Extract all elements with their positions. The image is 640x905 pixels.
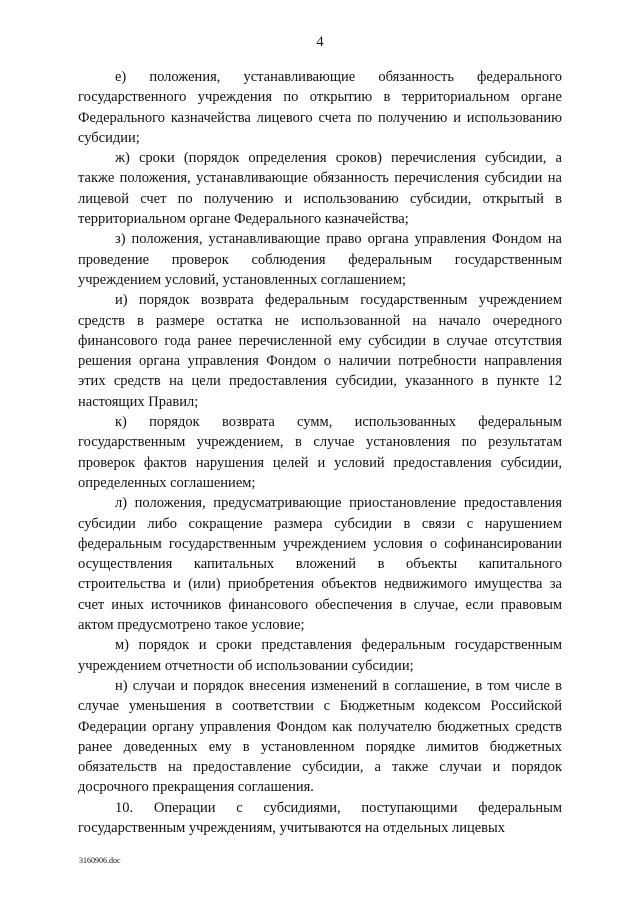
footer-filename: 3160906.doc [79, 856, 121, 865]
paragraph-z: з) положения, устанавливающие право органа управления Фондом на проведение проверок соблюдения федеральным государственным учреждением условий, установленных соглашением; [78, 231, 562, 288]
paragraph-10: 10. Операции с субсидиями, поступающими федеральным государственным учреждениям, учитываются на отдельных лицевых [78, 799, 562, 836]
paragraph-m: м) порядок и сроки представления федеральным государственным учреждением отчетности об использовании субсидии; [78, 637, 562, 674]
document-body [78, 67, 562, 838]
paragraph-k: к) порядок возврата сумм, использованных федеральным государственным учреждением, в случае установления по результатам проверок фактов нарушения целей и условий предоставления субсидии, определенных соглашением; [78, 414, 562, 491]
page-number: 4 [316, 34, 324, 50]
paragraph-l: л) положения, предусматривающие приостановление предоставления субсидии либо сокращение размера субсидии в связи с нарушением федеральным государственным учреждением условия о софинансировании осуществления капитальных вложений в объекты капитального строительства и (или) приобретения объектов недвижимого имущества за счет иных источников финансового обеспечения в случае, если правовым актом предусмотрено такое условие; [78, 495, 562, 634]
paragraph-i: и) порядок возврата федеральным государственным учреждением средств в размере остатка не использованной на начало очередного финансового года ранее перечисленной ему субсидии в случае отсутствия решения органа управления Фондом о наличии потребности направления этих средств на цели предоставления субсидии, указанного в пункте 12 настоящих Правил; [78, 292, 562, 410]
paragraph-zh: ж) сроки (порядок определения сроков) перечисления субсидии, а также положения, устанавливающие обязанность перечисления субсидии на лицевой счет по получению и использованию субсидии, открытый в территориальном органе Федерального казначейства; [78, 150, 562, 228]
paragraph-e: е) положения, устанавливающие обязанность федерального государственного учреждения по открытию в территориальном органе Федерального казначейства лицевого счета по получению и использованию субсидии; [78, 69, 562, 146]
paragraph-n: н) случаи и порядок внесения изменений в соглашение, в том числе в случае уменьшения в соответствии с Бюджетным кодексом Российской Федерации органу управления Фондом как получателю бюджетных средств ранее доведенных ему в установленном порядке лимитов бюджетных обязательств на предоставление субсидии, а также случаи и порядок досрочного прекращения соглашения. [78, 677, 562, 796]
